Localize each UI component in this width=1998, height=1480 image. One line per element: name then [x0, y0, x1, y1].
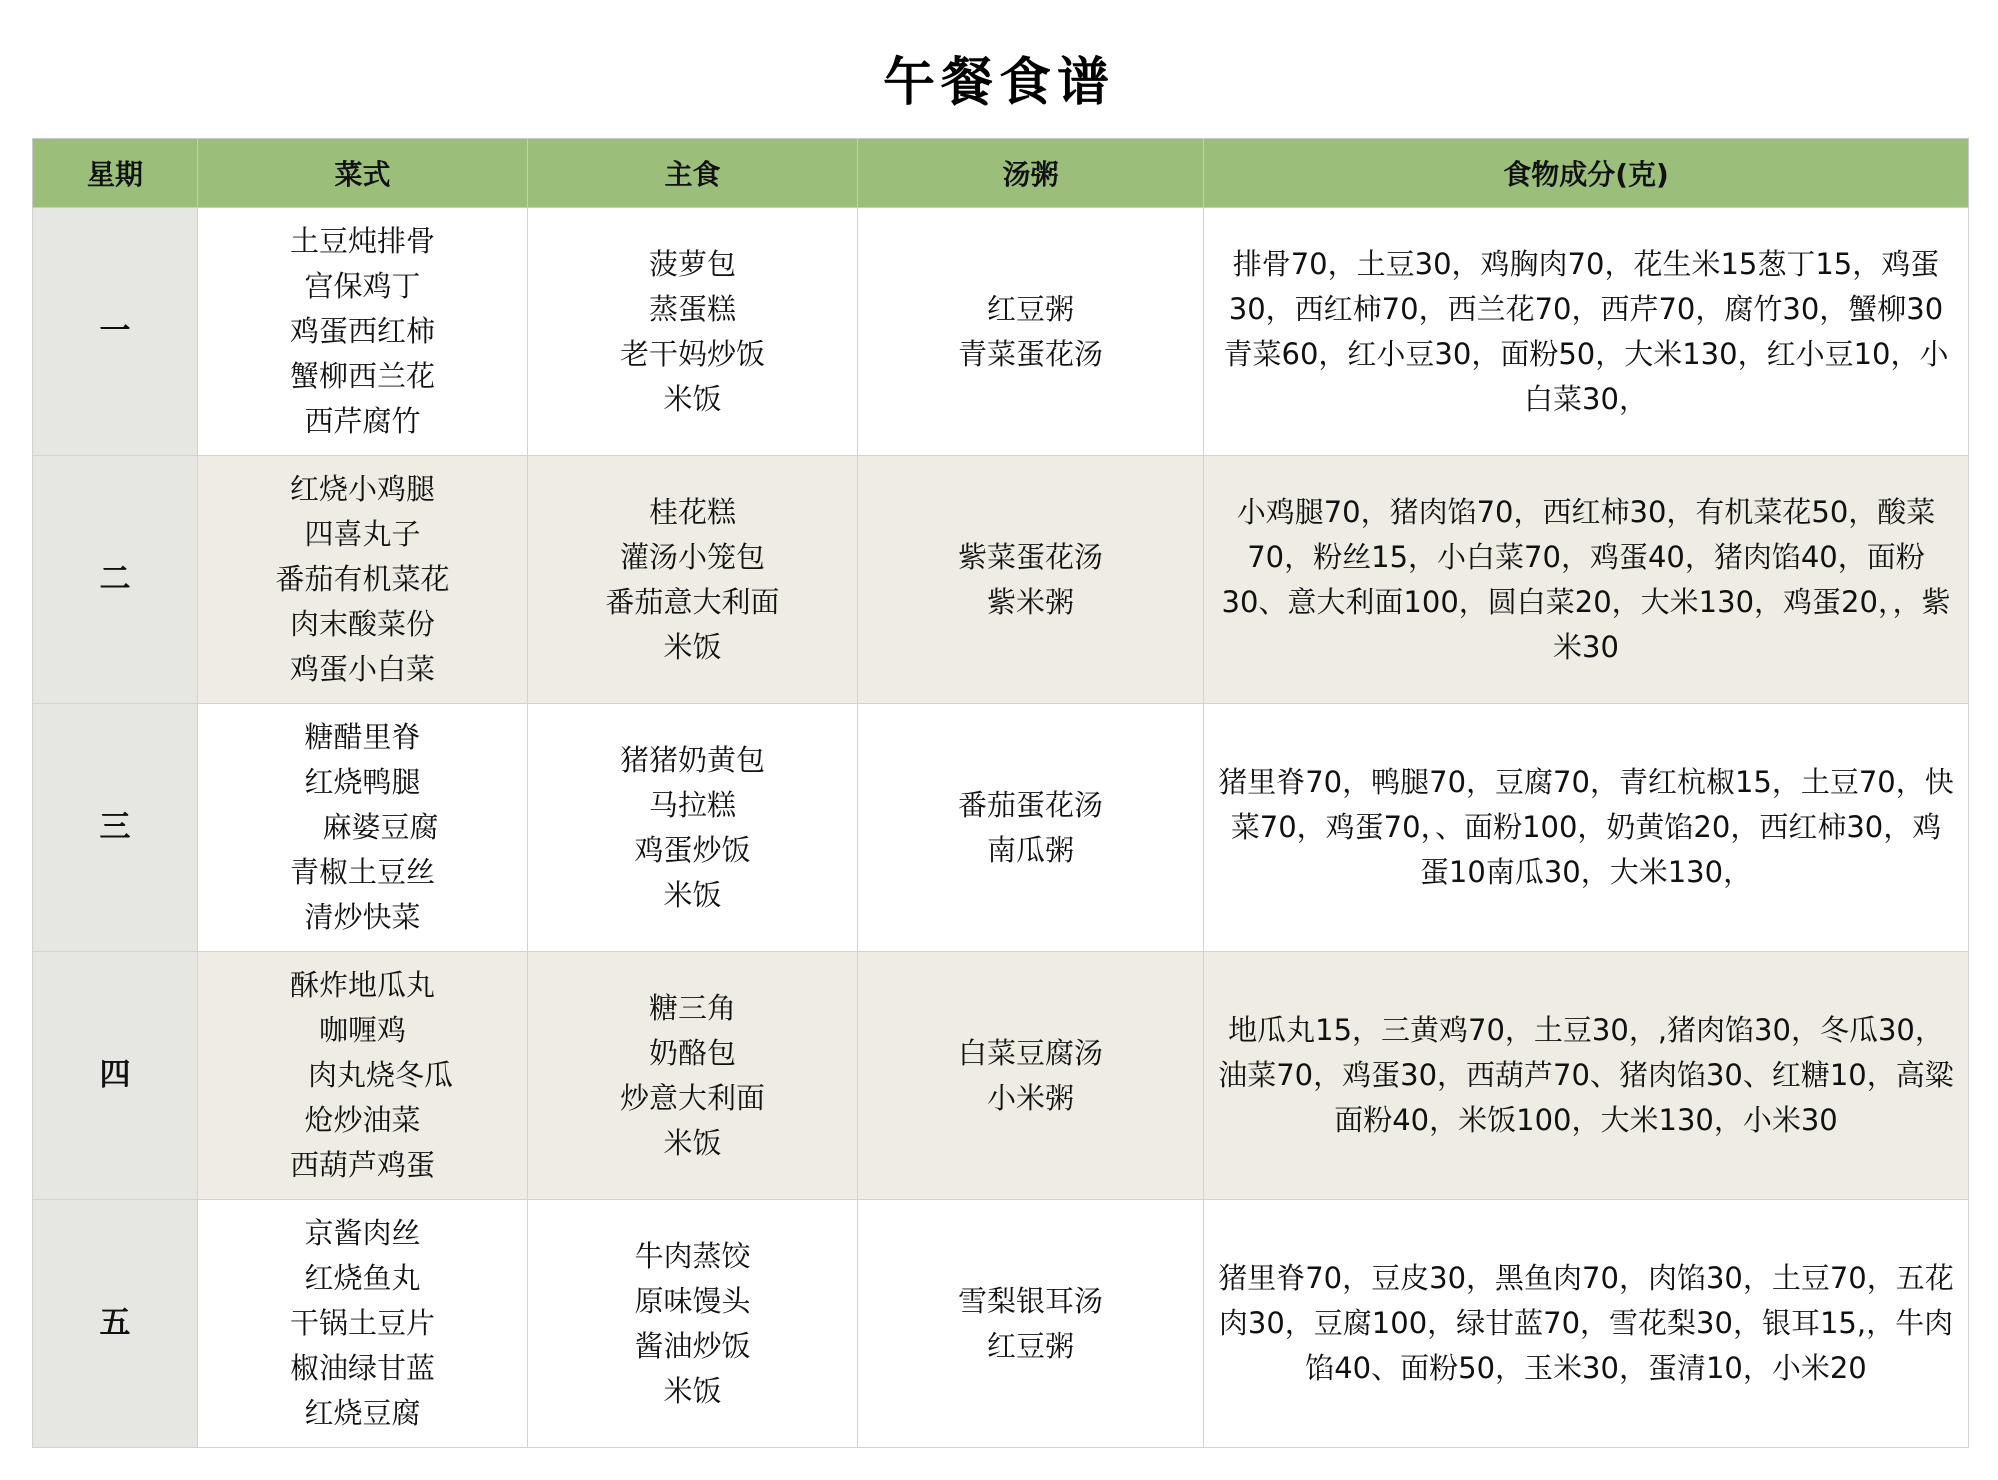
dish-item: 肉末酸菜份	[289, 607, 435, 641]
staple-item: 牛肉蒸饺	[634, 1238, 751, 1273]
day-cell: 四	[33, 952, 198, 1200]
dish-item: 宫保鸡丁	[304, 269, 421, 303]
soup-item: 紫菜蛋花汤	[957, 539, 1103, 574]
staple-item: 炒意大利面	[619, 1080, 765, 1115]
header-dishes: 菜式	[198, 139, 528, 208]
staple-item: 原味馒头	[634, 1283, 751, 1318]
dishes-cell	[198, 704, 528, 952]
soups-cell	[858, 456, 1204, 704]
dishes-cell	[198, 952, 528, 1200]
staple-item: 米饭	[663, 877, 722, 912]
ingredients-cell: 地瓜丸15，三黄鸡70，土豆30，,猪肉馅30，冬瓜30，油菜70，鸡蛋30，西葫芦70、猪肉馅30、红糖10，高粱面粉40，米饭100，大米130，小米30	[1204, 952, 1969, 1200]
soup-item: 红豆粥	[986, 291, 1074, 326]
staples-cell	[528, 704, 858, 952]
soup-item: 小米粥	[986, 1080, 1074, 1115]
table-row	[33, 1200, 1969, 1448]
dish-item: 京酱肉丝	[304, 1216, 421, 1250]
soups-cell	[858, 208, 1204, 456]
dish-item: 番茄有机菜花	[275, 562, 450, 596]
header-staples: 主食	[528, 139, 858, 208]
dish-item: 青椒土豆丝	[289, 855, 435, 889]
dish-item: 鸡蛋小白菜	[289, 652, 435, 686]
lunch-menu-table	[32, 138, 1969, 1448]
staple-item: 奶酪包	[648, 1035, 736, 1070]
ingredients-cell: 猪里脊70，豆皮30，黑鱼肉70，肉馅30，土豆70，五花肉30，豆腐100，绿甘蓝70，雪花梨30，银耳15,，牛肉馅40、面粉50，玉米30，蛋清10，小米20	[1204, 1200, 1969, 1448]
staples-cell	[528, 208, 858, 456]
staples-cell	[528, 1200, 858, 1448]
staples-cell	[528, 952, 858, 1200]
dish-item: 干锅土豆片	[289, 1306, 435, 1340]
staple-item: 老干妈炒饭	[619, 336, 765, 371]
staple-item: 番茄意大利面	[605, 584, 780, 619]
dish-item: 酥炸地瓜丸	[289, 968, 435, 1002]
dish-item: 咖喱鸡	[318, 1013, 406, 1047]
day-cell: 二	[33, 456, 198, 704]
dish-item: 蟹柳西兰花	[289, 359, 435, 393]
header-row	[33, 139, 1969, 208]
staple-item: 蒸蛋糕	[648, 291, 736, 326]
dish-item: 肉丸烧冬瓜	[307, 1058, 453, 1092]
dish-item: 土豆炖排骨	[289, 224, 435, 258]
soup-item: 紫米粥	[986, 584, 1074, 619]
soups-cell	[858, 704, 1204, 952]
soup-item: 青菜蛋花汤	[957, 336, 1103, 371]
dish-item: 四喜丸子	[304, 517, 421, 551]
header-soups: 汤粥	[858, 139, 1204, 208]
staple-item: 猪猪奶黄包	[619, 742, 765, 777]
dishes-cell	[198, 208, 528, 456]
dish-item: 红烧鸭腿	[304, 765, 421, 799]
dishes-cell	[198, 1200, 528, 1448]
staple-item: 糖三角	[648, 990, 736, 1025]
header-day: 星期	[33, 139, 198, 208]
staple-item: 马拉糕	[648, 787, 736, 822]
soup-item: 红豆粥	[986, 1328, 1074, 1363]
ingredients-cell: 猪里脊70，鸭腿70，豆腐70，青红杭椒15，土豆70，快菜70，鸡蛋70，、面粉100，奶黄馅20，西红柿30，鸡蛋10南瓜30，大米130，	[1204, 704, 1969, 952]
soup-item: 雪梨银耳汤	[957, 1283, 1103, 1318]
dish-item: 红烧鱼丸	[304, 1261, 421, 1295]
dish-item: 炝炒油菜	[304, 1103, 421, 1137]
ingredients-cell: 排骨70，土豆30，鸡胸肉70，花生米15葱丁15，鸡蛋30，西红柿70，西兰花70，西芹70，腐竹30，蟹柳30青菜60，红小豆30，面粉50，大米130，红小豆10，小白菜30，	[1204, 208, 1969, 456]
staple-item: 鸡蛋炒饭	[634, 832, 751, 867]
dish-item: 西葫芦鸡蛋	[289, 1148, 435, 1182]
page-title: 午餐食谱	[882, 52, 1115, 113]
header-ingredients: 食物成分(克)	[1204, 139, 1969, 208]
dish-item: 西芹腐竹	[304, 404, 421, 438]
dishes-cell	[198, 456, 528, 704]
table-row	[33, 704, 1969, 952]
staple-item: 酱油炒饭	[634, 1328, 751, 1363]
dish-item: 椒油绿甘蓝	[289, 1351, 435, 1385]
soup-item: 南瓜粥	[986, 832, 1074, 867]
ingredients-cell: 小鸡腿70，猪肉馅70，西红柿30，有机菜花50，酸菜70，粉丝15，小白菜70，鸡蛋40，猪肉馅40，面粉30、意大利面100，圆白菜20，大米130，鸡蛋20，，紫米30	[1204, 456, 1969, 704]
soups-cell	[858, 1200, 1204, 1448]
day-cell: 一	[33, 208, 198, 456]
soup-item: 番茄蛋花汤	[957, 787, 1103, 822]
dish-item: 红烧豆腐	[304, 1396, 421, 1430]
table-row	[33, 952, 1969, 1200]
table-row	[33, 456, 1969, 704]
soup-item: 白菜豆腐汤	[957, 1035, 1103, 1070]
dish-item: 清炒快菜	[304, 900, 421, 934]
staple-item: 米饭	[663, 1373, 722, 1408]
table-row	[33, 208, 1969, 456]
staple-item: 桂花糕	[648, 494, 736, 529]
staple-item: 灌汤小笼包	[619, 539, 765, 574]
dish-item: 鸡蛋西红柿	[289, 314, 435, 348]
staples-cell	[528, 456, 858, 704]
staple-item: 米饭	[663, 381, 722, 416]
dish-item: 麻婆豆腐	[322, 810, 439, 844]
staple-item: 米饭	[663, 629, 722, 664]
day-cell: 三	[33, 704, 198, 952]
soups-cell	[858, 952, 1204, 1200]
dish-item: 糖醋里脊	[304, 720, 421, 754]
dish-item: 红烧小鸡腿	[289, 472, 435, 506]
day-cell: 五	[33, 1200, 198, 1448]
staple-item: 米饭	[663, 1125, 722, 1160]
staple-item: 菠萝包	[648, 246, 736, 281]
